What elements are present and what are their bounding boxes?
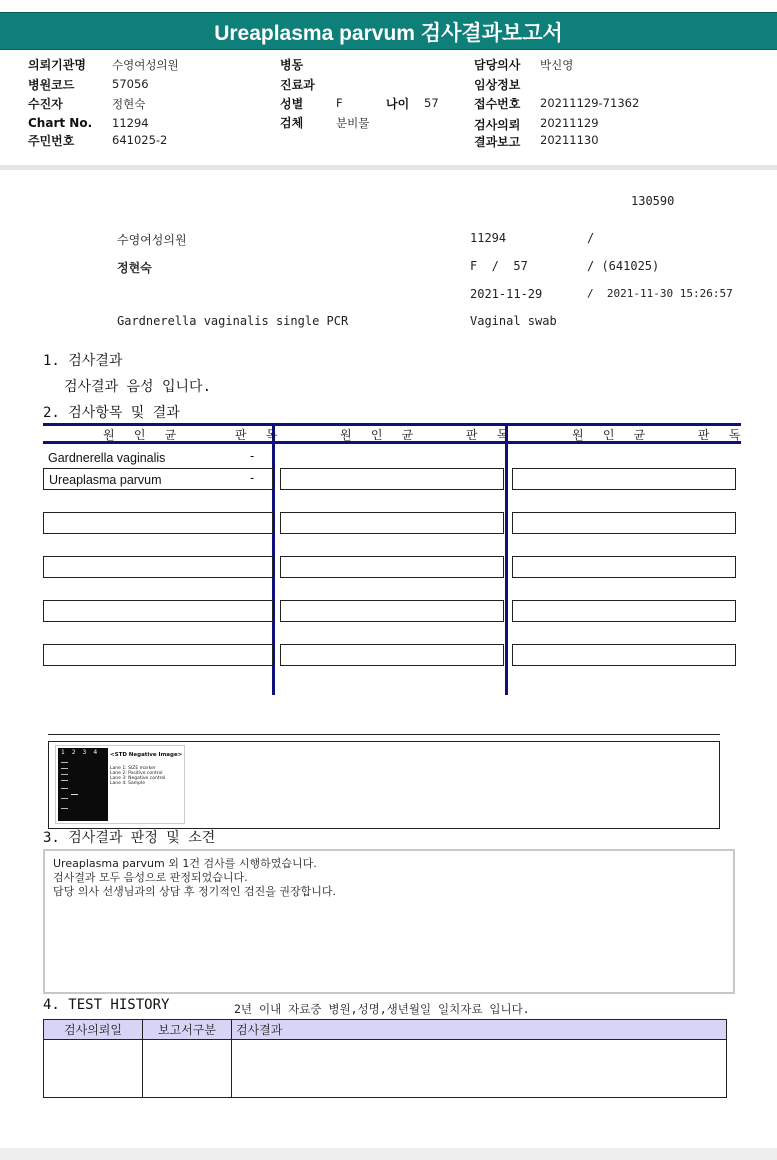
section3-heading: 3. 검사결과 판정 및 소견 <box>43 830 216 846</box>
history-col-report-type: 보고서구분 <box>143 1020 232 1040</box>
section1-heading: 1. 검사결과 <box>43 353 123 369</box>
result-cell <box>280 644 504 666</box>
summary-patient: 정현숙 <box>117 261 152 275</box>
label-report-date: 결과보고 <box>474 135 521 149</box>
col-head-result-1: 판 독 <box>235 428 284 442</box>
gel-band <box>61 788 68 789</box>
value-request-date: 20211129 <box>540 116 599 130</box>
value-chart-no: 11294 <box>112 116 149 130</box>
history-col-result: 검사결과 <box>232 1020 727 1040</box>
summary-hospital: 수영여성의원 <box>117 233 187 247</box>
opinion-text <box>53 857 336 899</box>
gel-band <box>61 808 68 809</box>
value-age: 57 <box>424 96 439 110</box>
col-head-pathogen-3: 원 인 균 <box>572 428 652 442</box>
label-patient: 수진자 <box>28 97 63 111</box>
history-table <box>43 1019 727 1098</box>
section1-result-text: 검사결과 음성 입니다. <box>64 379 212 395</box>
history-note: 2년 이내 자료중 병원,성명,생년월일 일치자료 입니다. <box>234 1002 530 1016</box>
opinion-box <box>43 849 735 994</box>
report-title-bar <box>0 12 777 50</box>
label-accession-no: 접수번호 <box>474 97 521 111</box>
col-head-pathogen-2: 원 인 균 <box>340 428 420 442</box>
value-doctor: 박신영 <box>540 58 574 72</box>
summary-specimen: Vaginal swab <box>470 314 557 328</box>
result-cell <box>512 556 736 578</box>
summary-slash: / <box>587 231 595 245</box>
label-resident-no: 주민번호 <box>28 134 75 148</box>
result-cell <box>280 512 504 534</box>
opinion-line: 검사결과 모두 음성으로 판정되었습니다. <box>53 871 248 884</box>
value-hospital-code: 57056 <box>112 77 149 91</box>
gel-band <box>61 780 68 781</box>
label-specimen: 검체 <box>280 116 304 130</box>
opinion-line: Ureaplasma parvum 외 1건 검사를 시행하였습니다. <box>53 857 317 870</box>
label-doctor: 담당의사 <box>474 58 521 72</box>
value-resident-no: 641025-2 <box>112 133 168 147</box>
value-report-date: 20211130 <box>540 133 599 147</box>
gel-band <box>61 768 68 769</box>
summary-test-name: Gardnerella vaginalis single PCR <box>117 314 349 328</box>
result-cell <box>512 600 736 622</box>
gel-band <box>61 762 68 763</box>
summary-code: 130590 <box>631 194 675 208</box>
col-head-result-2: 판 독 <box>466 428 515 442</box>
result-cell <box>280 600 504 622</box>
gel-legend-item: Lane 3: Negative control <box>110 776 166 781</box>
label-ward: 병동 <box>280 58 304 72</box>
summary-birth: / (641025) <box>587 259 660 273</box>
result-cell <box>43 600 273 622</box>
result-cell <box>512 468 736 490</box>
label-department: 진료과 <box>280 78 315 92</box>
label-age: 나이 <box>386 97 410 111</box>
value-sex: F <box>336 96 343 110</box>
history-cell <box>44 1040 143 1098</box>
value-patient: 정현숙 <box>112 97 146 111</box>
gel-lane-panel <box>58 748 108 821</box>
gel-legend-item: Lane 4: Sample <box>110 781 145 786</box>
history-header-row <box>44 1020 727 1040</box>
label-hospital-code: 병원코드 <box>28 78 75 92</box>
label-institution: 의뢰기관명 <box>28 58 86 72</box>
gel-band <box>61 798 68 799</box>
value-specimen: 분비물 <box>336 116 370 130</box>
value-institution: 수영여성의원 <box>112 58 179 72</box>
gel-title: <STD Negative Image> <box>110 752 183 758</box>
section2-heading: 2. 검사항목 및 결과 <box>43 405 180 421</box>
history-row <box>44 1040 727 1098</box>
label-sex: 성별 <box>280 97 304 111</box>
grid-divider-2 <box>505 423 508 695</box>
gel-lane-numbers: 1 2 3 4 <box>61 749 98 756</box>
gel-top-rule <box>48 734 720 735</box>
gel-band <box>71 794 78 795</box>
result-cell <box>280 556 504 578</box>
gel-legend-item: Lane 1: SIZE marker <box>110 766 156 771</box>
result-cell <box>280 468 504 490</box>
label-chart-no: Chart No. <box>28 116 93 130</box>
result-name: Gardnerella vaginalis <box>48 451 166 465</box>
summary-sex-age: F / 57 <box>470 259 528 273</box>
report-title: Ureaplasma parvum 검사결과보고서 <box>214 22 563 45</box>
header-divider <box>0 165 777 170</box>
history-cell <box>143 1040 232 1098</box>
result-cell <box>512 512 736 534</box>
label-request-date: 검사의뢰 <box>474 118 521 132</box>
page-bottom-band <box>0 1148 777 1160</box>
result-name: Ureaplasma parvum <box>49 473 162 487</box>
summary-chart: 11294 <box>470 231 507 245</box>
col-head-pathogen-1: 원 인 균 <box>103 428 183 442</box>
gel-image <box>55 745 185 824</box>
label-clinical-info: 임상정보 <box>474 78 521 92</box>
history-cell <box>232 1040 727 1098</box>
result-value: - <box>250 449 255 463</box>
summary-date-received: 2021-11-29 <box>470 287 543 301</box>
opinion-line: 담당 의사 선생님과의 상담 후 정기적인 검진을 권장합니다. <box>53 885 336 898</box>
result-cell <box>43 644 273 666</box>
col-head-result-3: 판 독 <box>698 428 747 442</box>
result-cell <box>512 644 736 666</box>
gel-band <box>61 774 68 775</box>
section4-heading: 4. TEST HISTORY <box>43 997 170 1013</box>
gel-legend <box>110 766 165 786</box>
history-col-request-date: 검사의뢰일 <box>44 1020 143 1040</box>
result-cell <box>43 512 273 534</box>
gel-legend-item: Lane 2: Positive control <box>110 771 163 776</box>
result-cell <box>43 556 273 578</box>
result-value: - <box>250 471 255 485</box>
summary-date-reported: / 2021-11-30 15:26:57 <box>587 287 733 300</box>
value-accession-no: 20211129-71362 <box>540 96 640 110</box>
